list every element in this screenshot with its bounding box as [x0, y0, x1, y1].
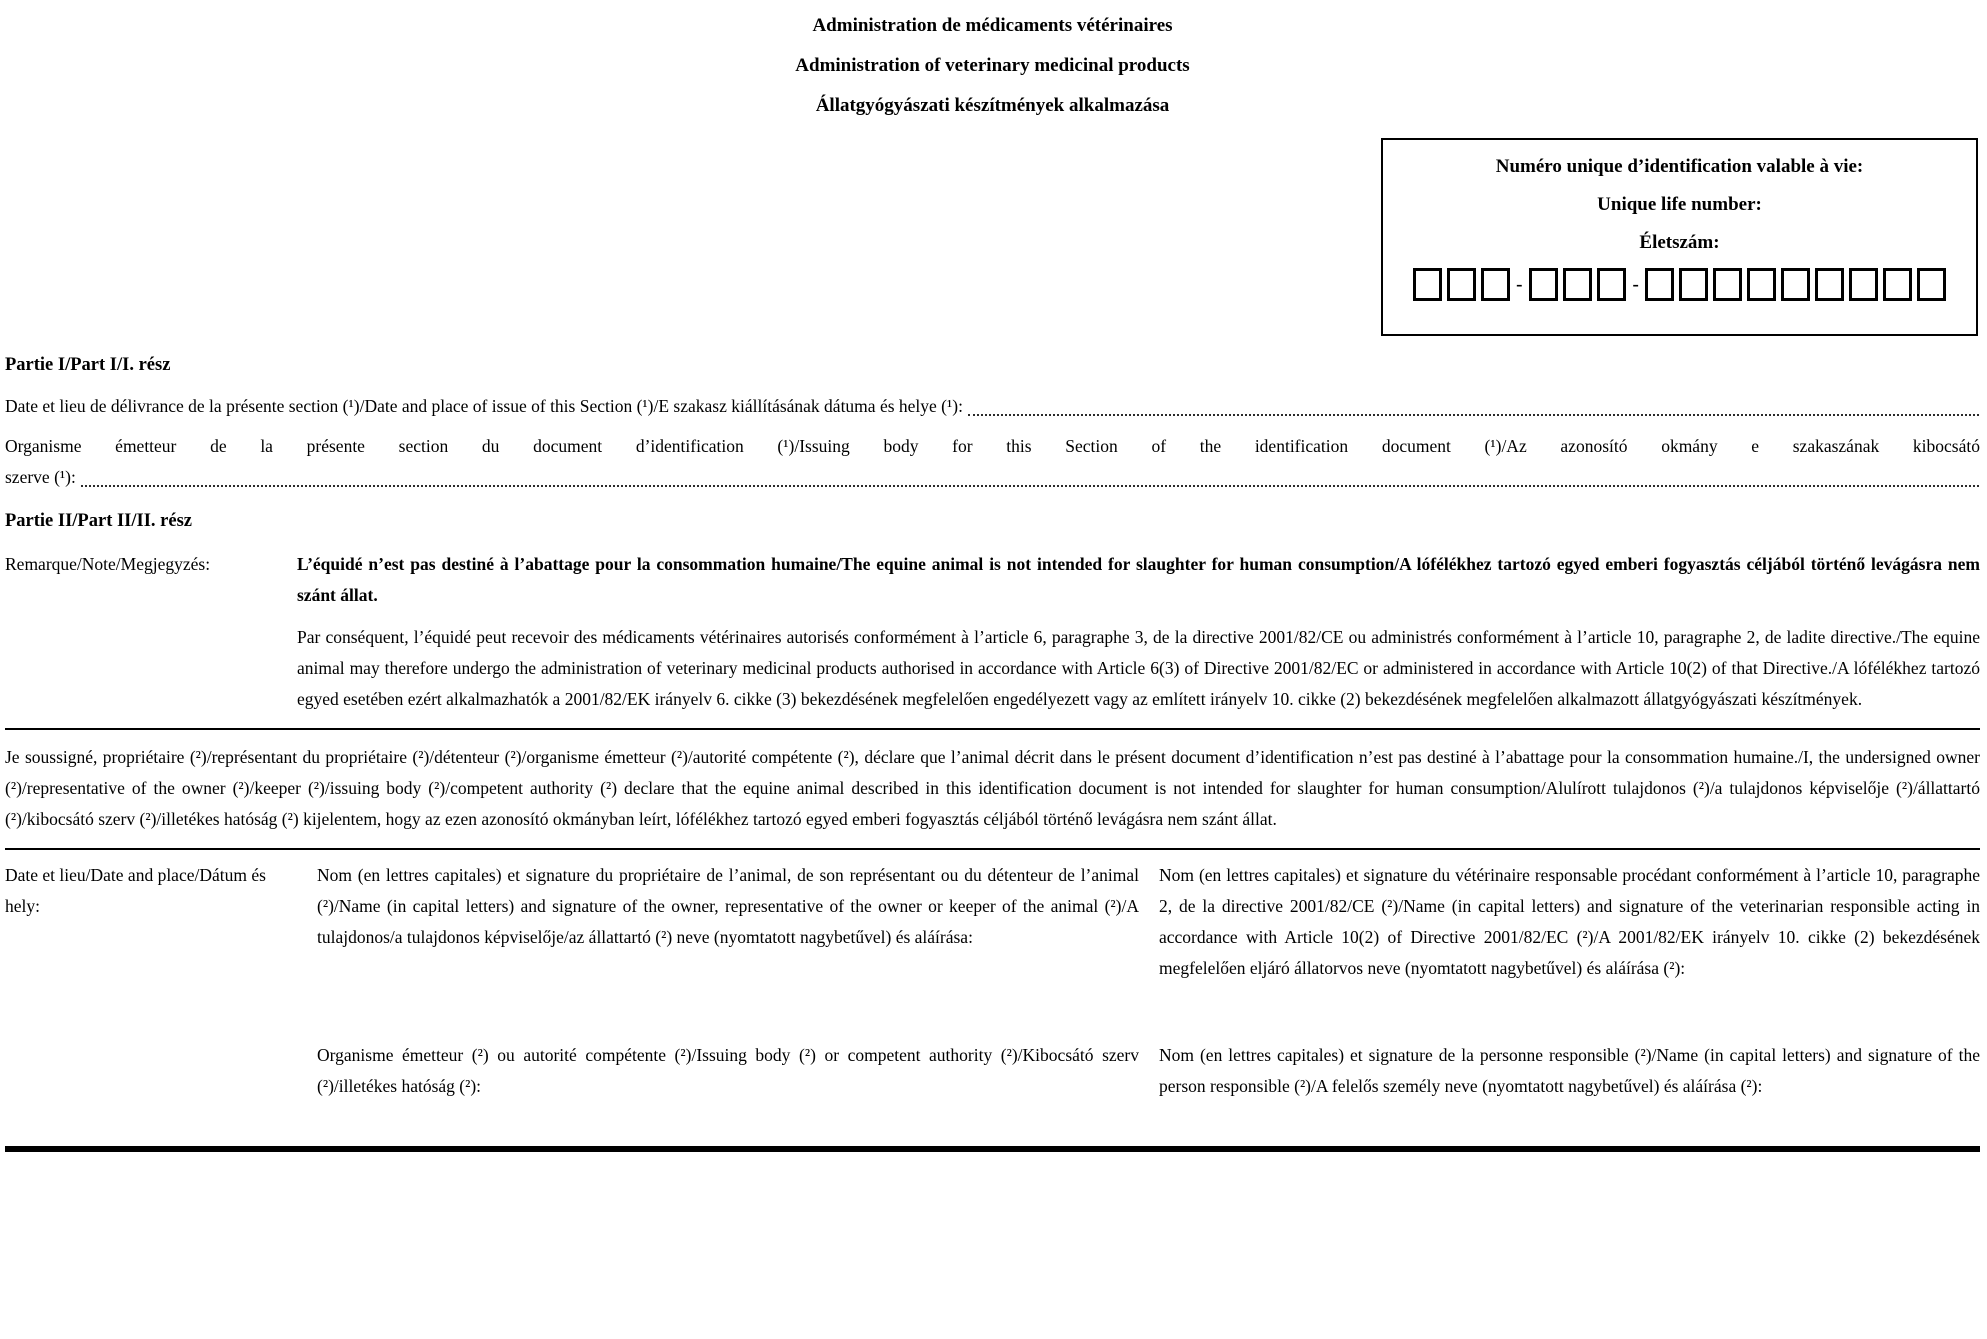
digit-box — [1815, 268, 1844, 301]
title-block — [5, 4, 1980, 126]
part2-heading: Partie II/Part II/II. rész — [5, 511, 193, 531]
note-row — [5, 549, 1980, 611]
title-line-hu: Állatgyógyászati készítmények alkalmazása — [815, 95, 1170, 116]
signature-table — [5, 860, 1980, 1102]
digit-box — [1597, 268, 1626, 301]
life-number-label-en: Unique life number: — [1597, 194, 1762, 215]
digit-box — [1679, 268, 1708, 301]
digit-box — [1481, 268, 1510, 301]
date-place-of-issue-label: Date et lieu de délivrance de la présente section (¹)/Date and place of issue of this Section (¹)/E szakasz kiállításának dátuma és helye (¹): — [5, 396, 963, 416]
dotted-fill-field — [968, 414, 1979, 416]
digit-box — [1447, 268, 1476, 301]
owner-signature-label: Nom (en lettres capitales) et signature du propriétaire de l’animal, de son représentant ou du détenteur de l’animal (²)/Name (in capital letters) and signature of the owner, representative of the owner or keeper of the animal (²)/A tulajdonos/a tulajdonos képviselője/az állattartó (²) neve (nyomtatott nagybetűvel) és aláírása: — [317, 865, 1139, 947]
digit-box — [1713, 268, 1742, 301]
vet-signature-label: Nom (en lettres capitales) et signature du vétérinaire responsable procédant conformément à l’article 10, paragraphe 2, de la directive 2001/82/CE (²)/Name (in capital letters) and signature of the veterinarian responsible acting in accordance with Article 10(2) of Directive 2001/82/EC (²)/A 2001/82/EK irányelv 10. cikke (2) bekezdésének megfelelően eljáró állatorvos neve (nyomtatott nagybetűvel) és aláírása (²): — [1159, 865, 1980, 978]
digit-box — [1529, 268, 1558, 301]
issuing-body-line2: szerve (¹): — [5, 467, 76, 487]
declaration-paragraph: Je soussigné, propriétaire (²)/représentant du propriétaire (²)/détenteur (²)/organisme émetteur (²)/autorité compétente (²), déclare que l’animal décrit dans le présent document d’identification n’est pas destiné à l’abattage pour la consommation humaine./I, the undersigned owner (²)/representative of the owner (²)/keeper (²)/issuing body (²)/competent authority (²) declare that the equine animal described in this identification document is not intended for slaughter for human consumption/Alulírott tulajdonos (²)/a tulajdonos képviselője (²)/állattartó (²)/kibocsátó szerv (²)/illetékes hatóság (²) kijelentem, hogy az ezen azonosító okmányban leírt, lófélékhez tartozó egyed emberi fogyasztás céljából történő levágásra nem szánt állat. — [5, 747, 1980, 829]
life-number-label-hu: Életszám: — [1639, 232, 1720, 253]
document-header — [5, 4, 1980, 352]
digit-box — [1645, 268, 1674, 301]
digit-box — [1883, 268, 1912, 301]
issuing-body-signature-label: Organisme émetteur (²) ou autorité compétente (²)/Issuing body (²) or competent authority (²)/Kibocsátó szerv (²)/illetékes hatóság (²): — [317, 1045, 1139, 1096]
note-label: Remarque/Note/Megjegyzés: — [5, 554, 211, 574]
issuing-body-paragraph — [5, 431, 1980, 493]
bottom-rule — [5, 1146, 1980, 1152]
note-bold-text: L’équidé n’est pas destiné à l’abattage pour la consommation humaine/The equine animal is not intended for slaughter for human consumption/A lófélékhez tartozó egyed emberi fogyasztás céljából történő levágásra nem szánt állat. — [297, 554, 1980, 605]
issuing-body-line2-row — [5, 462, 1980, 493]
horizontal-rule — [5, 848, 1980, 850]
title-line-en: Administration of veterinary medicinal products — [795, 55, 1190, 76]
note-body-paragraph: Par conséquent, l’équidé peut recevoir des médicaments vétérinaires autorisés conformément à l’article 6, paragraphe 3, de la directive 2001/82/CE ou administrés conformément à l’article 10, paragraphe 2, de ladite directive./The equine animal may therefore undergo the administration of veterinary medicinal products authorised in accordance with Article 6(3) of Directive 2001/82/EC or administered in accordance with Article 10(2) of that Directive./A lófélékhez tartozó egyed esetében ezért alkalmazhatók a 2001/82/EK irányelv 6. cikke (3) bekezdésének megfelelően engedélyezett vagy az említett irányelv 10. cikke (2) bekezdésének megfelelően alkalmazott állatgyógyászati készítmények. — [297, 627, 1980, 709]
life-number-label-fr: Numéro unique d’identification valable à vie: — [1495, 156, 1864, 177]
empty-cell — [5, 1040, 297, 1102]
part1-heading: Partie I/Part I/I. rész — [5, 355, 171, 375]
issuing-body-line1: Organisme émetteur de la présente section du document d’identification (¹)/Issuing body for this Section of the identification document (¹)/Az azonosító okmány e szakaszának kibocsátó — [5, 436, 1980, 456]
group-separator: - — [1516, 273, 1523, 295]
group-separator: - — [1632, 273, 1639, 295]
digit-box — [1747, 268, 1776, 301]
digit-box — [1563, 268, 1592, 301]
digit-box — [1413, 268, 1442, 301]
date-place-of-issue-line — [5, 391, 1980, 422]
digit-box — [1849, 268, 1878, 301]
unique-life-number-box — [1381, 138, 1978, 336]
life-number-boxes — [1383, 266, 1976, 303]
person-responsible-label: Nom (en lettres capitales) et signature de la personne responsible (²)/Name (in capital letters) and signature of the person responsible (²)/A felelős személy neve (nyomtatott nagybetűvel) és aláírása (²): — [1159, 1045, 1980, 1096]
dotted-fill-field — [81, 485, 1979, 487]
horizontal-rule — [5, 728, 1980, 730]
date-place-label: Date et lieu/Date and place/Dátum és hely: — [5, 865, 266, 916]
title-line-fr: Administration de médicaments vétérinaires — [812, 15, 1173, 36]
digit-box — [1781, 268, 1810, 301]
digit-box — [1917, 268, 1946, 301]
